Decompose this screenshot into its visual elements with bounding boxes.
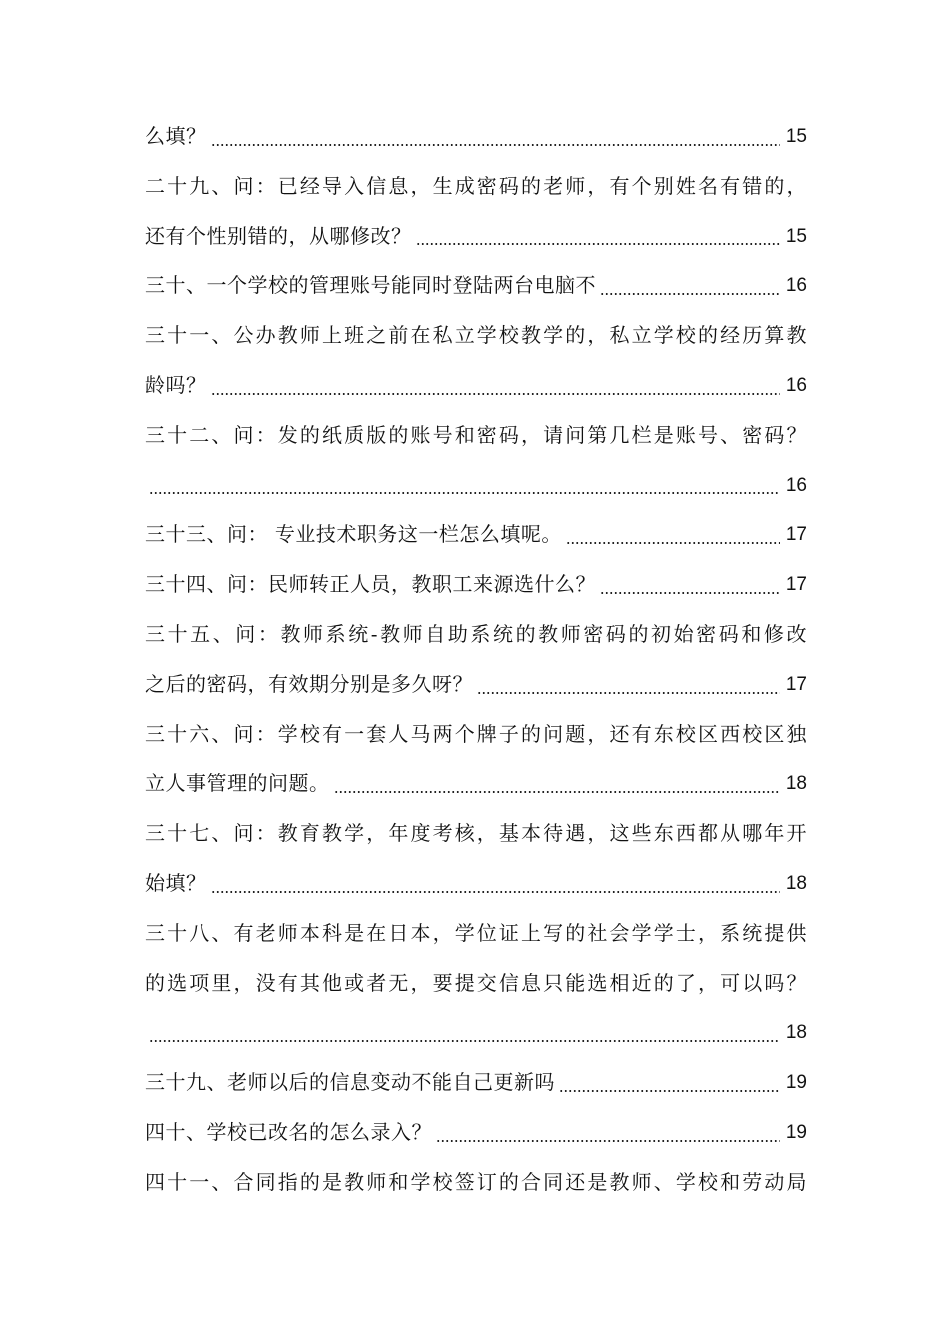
toc-entry-title: 之后的密码，有效期分别是多久呀？ <box>145 671 473 696</box>
toc-text-line <box>145 162 807 212</box>
toc-entry-title: 三十四、问：民师转正人员，教职工来源选什么？ <box>145 572 596 597</box>
toc-entry-title: 三十一、公办教师上班之前在私立学校教学的，私立学校的经历算教 <box>145 323 807 348</box>
toc-entry-title: 龄吗？ <box>145 372 207 397</box>
toc-entry[interactable] <box>145 1108 807 1158</box>
toc-text-line <box>145 909 807 959</box>
toc-entry[interactable] <box>145 660 807 710</box>
toc-entry[interactable] <box>145 1058 807 1108</box>
toc-dot-leader <box>334 791 780 793</box>
toc-dot-leader <box>211 891 780 893</box>
toc-text-line <box>145 1158 807 1208</box>
toc-page-number: 15 <box>785 126 807 147</box>
toc-entry-title: 三十六、问：学校有一套人马两个牌子的问题，还有东校区西校区独 <box>145 721 807 746</box>
toc-entry-title: 二十九、问：已经导入信息，生成密码的老师，有个别姓名有错的， <box>145 173 807 198</box>
toc-entry[interactable] <box>145 261 807 311</box>
toc-page-number: 18 <box>785 1022 807 1044</box>
toc-entry-title: 还有个性别错的，从哪修改？ <box>145 223 412 248</box>
toc-dot-leader <box>600 293 780 295</box>
toc-dot-leader <box>600 592 780 594</box>
toc-entry-title: 始填？ <box>145 870 207 895</box>
toc-entry-title: 三十、一个学校的管理账号能同时登陆两台电脑不 <box>145 273 596 298</box>
toc-dot-leader <box>436 1140 780 1142</box>
toc-entry-title: 的选项里，没有其他或者无，要提交信息只能选相近的了，可以吗？ <box>145 970 807 995</box>
toc-dot-leader <box>477 692 780 694</box>
toc-entry[interactable] <box>145 1008 807 1058</box>
toc-dot-leader <box>211 144 780 146</box>
toc-page-number: 18 <box>785 773 807 795</box>
toc-dot-leader <box>149 1040 780 1042</box>
table-of-contents <box>145 112 807 1208</box>
toc-entry[interactable] <box>145 212 807 262</box>
toc-entry-title: 么填？ <box>145 124 207 148</box>
toc-dot-leader <box>416 243 780 245</box>
toc-entry[interactable] <box>145 461 807 511</box>
toc-text-line <box>145 959 807 1009</box>
toc-page-number: 17 <box>785 574 807 596</box>
toc-entry-title: 三十二、问：发的纸质版的账号和密码，请问第几栏是账号、密码？ <box>145 422 807 447</box>
toc-text-line <box>145 610 807 660</box>
toc-entry-title: 三十三、问： 专业技术职务这一栏怎么填呢。 <box>145 522 562 547</box>
toc-page-number: 16 <box>785 275 807 297</box>
toc-entry-title: 三十五、问：教师系统-教师自助系统的教师密码的初始密码和修改 <box>145 621 807 646</box>
toc-entry[interactable] <box>145 510 807 560</box>
toc-page-number: 16 <box>785 374 807 396</box>
toc-entry-title: 三十七、问：教育教学，年度考核，基本待遇，这些东西都从哪年开 <box>145 821 807 846</box>
toc-page-number: 17 <box>785 524 807 546</box>
toc-entry[interactable] <box>145 759 807 809</box>
toc-entry[interactable] <box>145 859 807 909</box>
toc-entry-title: 立人事管理的问题。 <box>145 771 330 796</box>
toc-dot-leader <box>211 393 780 395</box>
toc-text-line <box>145 411 807 461</box>
toc-text-line <box>145 809 807 859</box>
toc-entry-title: 三十八、有老师本科是在日本，学位证上写的社会学学士，系统提供 <box>145 920 807 945</box>
toc-entry-title: 四十、学校已改名的怎么录入？ <box>145 1119 432 1144</box>
toc-entry-title: 四十一、合同指的是教师和学校签订的合同还是教师、学校和劳动局 <box>145 1169 807 1194</box>
toc-entry[interactable] <box>145 560 807 610</box>
toc-page-number: 16 <box>785 474 807 496</box>
toc-dot-leader <box>559 1090 780 1092</box>
toc-text-line <box>145 311 807 361</box>
toc-page-number: 15 <box>785 225 807 247</box>
toc-page-number: 19 <box>785 1121 807 1143</box>
toc-page-number: 18 <box>785 872 807 894</box>
toc-entry[interactable] <box>145 361 807 411</box>
toc-page-number: 17 <box>785 673 807 695</box>
toc-entry-title: 三十九、老师以后的信息变动不能自己更新吗 <box>145 1070 555 1095</box>
toc-dot-leader <box>149 492 780 494</box>
toc-entry[interactable] <box>145 112 807 162</box>
toc-text-line <box>145 710 807 760</box>
toc-dot-leader <box>566 542 780 544</box>
toc-page-number: 19 <box>785 1072 807 1094</box>
